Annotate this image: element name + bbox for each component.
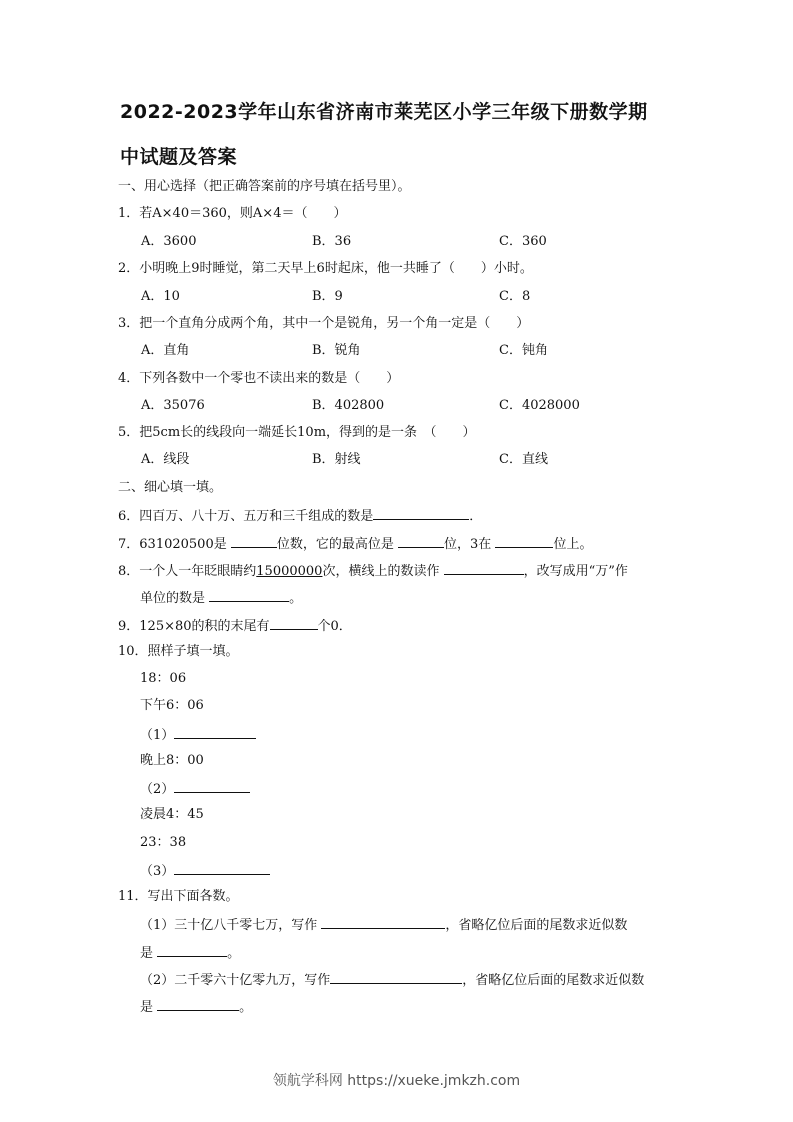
q9-text-1: 9．125×80的积的末尾有 [118, 619, 270, 634]
q7-blank-3[interactable] [495, 534, 553, 548]
question-8 [118, 561, 628, 581]
question-1: 1．若A×40＝360，则A×4＝（ ） [118, 206, 347, 221]
q11-part-1 [140, 915, 627, 935]
q8-underlined-number: 15000000 [256, 564, 323, 579]
q10-blank-row-3 [140, 861, 270, 881]
q3-option-a: A．直角 [141, 343, 190, 358]
q6-answer-blank[interactable] [373, 506, 469, 520]
q11-part-2 [140, 970, 644, 990]
q2-option-c: C．8 [499, 289, 531, 304]
q2-option-a: A．10 [141, 289, 180, 304]
q11-part-2-text-3: 是 [140, 1000, 154, 1015]
q7-blank-1[interactable] [231, 534, 277, 548]
section-1-heading: 一、用心选择（把正确答案前的序号填在括号里）。 [118, 179, 411, 194]
q1-option-a: A．3600 [141, 234, 197, 249]
q10-blank-label-3: （3） [140, 864, 175, 879]
q10-blank-label-1: （1） [140, 728, 175, 743]
q11-part-1-blank-2[interactable] [157, 943, 227, 957]
q8-text-4: 单位的数是 [140, 591, 206, 606]
q11-part-1-text-4: 。 [227, 946, 241, 961]
q7-text-3: 位，3在 [444, 537, 492, 552]
q8-blank-1[interactable] [444, 561, 524, 575]
q5-option-a: A．线段 [141, 452, 190, 467]
q8-text-2: 次，横线上的数读作 [322, 564, 440, 579]
q10-item-3: 凌晨4：45 [140, 807, 204, 822]
q11-part-1-text: （1）三十亿八千零七万，写作 [140, 918, 318, 933]
q11-part-2-continued [140, 997, 252, 1017]
q7-text-4: 位上。 [553, 537, 593, 552]
q6-text: 6．四百万、八十万、五万和三千组成的数是 [118, 509, 374, 524]
question-4: 4．下列各数中一个零也不读出来的数是（ ） [118, 371, 400, 386]
section-2-heading: 二、细心填一填。 [118, 480, 223, 495]
q7-text-2: 位数，它的最高位是 [276, 537, 394, 552]
q10-item-4: 23：38 [140, 835, 187, 850]
q9-text-2: 个0． [317, 619, 352, 634]
question-8-continued [140, 588, 302, 608]
q11-part-2-text-2: ，省略亿位后面的尾数求近似数 [462, 973, 645, 988]
q7-blank-2[interactable] [398, 534, 444, 548]
q10-blank-1[interactable] [174, 725, 256, 739]
question-3: 3．把一个直角分成两个角，其中一个是锐角，另一个角一定是（ ） [118, 316, 530, 331]
q4-option-c: C．4028000 [499, 398, 580, 413]
q11-part-2-text-4: 。 [239, 1000, 253, 1015]
q10-example-2: 下午6：06 [140, 698, 204, 713]
q11-part-1-text-3: 是 [140, 946, 154, 961]
exam-title-line-1: 2022-2023学年山东省济南市莱芜区小学三年级下册数学期 [120, 101, 648, 123]
q8-blank-2[interactable] [209, 588, 289, 602]
q10-blank-3[interactable] [174, 861, 270, 875]
q3-option-c: C．钝角 [499, 343, 548, 358]
q2-option-b: B．9 [312, 289, 343, 304]
q1-option-c: C．360 [499, 234, 547, 249]
q8-text-1: 8．一个人一年眨眼睛约 [118, 564, 257, 579]
q5-option-c: C．直线 [499, 452, 548, 467]
footer-source-watermark: 领航学科网 https://xueke.jmkzh.com [272, 1073, 521, 1089]
q10-blank-label-2: （2） [140, 782, 175, 797]
q9-blank[interactable] [270, 616, 318, 630]
q4-option-a: A．35076 [141, 398, 205, 413]
q5-option-b: B．射线 [312, 452, 361, 467]
q7-text-1: 7．631020500是 [118, 537, 227, 552]
q8-text-5: 。 [289, 591, 303, 606]
question-6 [118, 506, 482, 526]
q6-end: ． [469, 509, 483, 524]
question-11: 11．写出下面各数。 [118, 889, 239, 904]
q8-text-3: ，改写成用“万”作 [523, 564, 628, 579]
q11-part-1-text-2: ，省略亿位后面的尾数求近似数 [445, 918, 628, 933]
q11-part-2-text: （2）二千零六十亿零九万，写作 [140, 973, 331, 988]
q11-part-2-blank-1[interactable] [330, 970, 462, 984]
q10-blank-row-2 [140, 779, 250, 799]
question-2: 2．小明晚上9时睡觉，第二天早上6时起床，他一共睡了（ ）小时。 [118, 261, 533, 276]
q1-option-b: B．36 [312, 234, 352, 249]
question-7 [118, 534, 592, 554]
q11-part-2-blank-2[interactable] [157, 997, 239, 1011]
question-9 [118, 616, 352, 636]
q11-part-1-blank-1[interactable] [321, 915, 445, 929]
q10-blank-2[interactable] [174, 779, 250, 793]
q4-option-b: B．402800 [312, 398, 385, 413]
exam-title-line-2: 中试题及答案 [120, 146, 238, 168]
question-5: 5．把5cm长的线段向一端延长10m，得到的是一条 （ ） [118, 425, 476, 440]
q11-part-1-continued [140, 943, 240, 963]
q10-item-2: 晚上8：00 [140, 753, 204, 768]
q10-blank-row-1 [140, 725, 256, 745]
q10-example-1: 18：06 [140, 671, 187, 686]
question-10: 10．照样子填一填。 [118, 644, 239, 659]
q3-option-b: B．锐角 [312, 343, 361, 358]
